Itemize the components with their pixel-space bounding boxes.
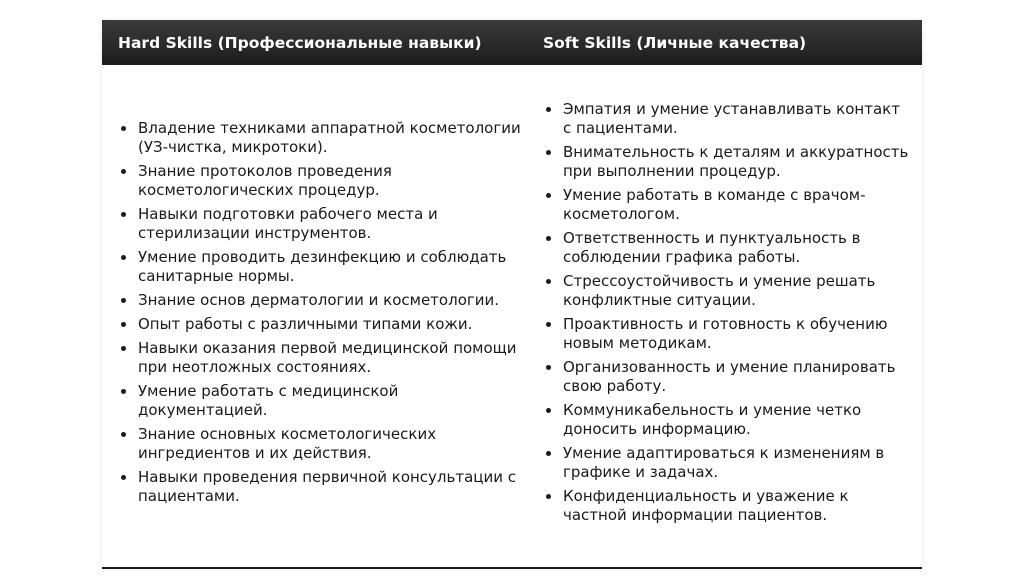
hard-skills-list (118, 119, 527, 506)
list-item: Опыт работы с различными типами кожи. (118, 315, 527, 334)
list-item: Умение работать в команде с врачом-косметологом. (543, 186, 912, 224)
list-item: Навыки подготовки рабочего места и стерилизации инструментов. (118, 205, 527, 243)
list-item: Эмпатия и умение устанавливать контакт с пациентами. (543, 100, 912, 138)
list-item: Стрессоустойчивость и умение решать конфликтные ситуации. (543, 272, 912, 310)
list-item: Организованность и умение планировать свою работу. (543, 358, 912, 396)
soft-skills-list (543, 100, 912, 525)
list-item: Умение адаптироваться к изменениям в графике и задачах. (543, 444, 912, 482)
list-item: Внимательность к деталям и аккуратность при выполнении процедур. (543, 143, 912, 181)
list-item: Коммуникабельность и умение четко доносить информацию. (543, 401, 912, 439)
hard-skills-header: Hard Skills (Профессиональные навыки) (118, 33, 482, 52)
hard-skills-column (102, 119, 527, 511)
soft-skills-header: Soft Skills (Личные качества) (543, 33, 807, 52)
skills-table (102, 20, 922, 569)
list-item: Умение проводить дезинфекцию и соблюдать санитарные нормы. (118, 248, 527, 286)
list-item: Знание протоколов проведения косметологических процедур. (118, 162, 527, 200)
list-item: Знание основ дерматологии и косметологии. (118, 291, 527, 310)
list-item: Ответственность и пунктуальность в соблюдении графика работы. (543, 229, 912, 267)
table-header (102, 20, 922, 65)
table-body (102, 65, 922, 565)
list-item: Навыки проведения первичной консультации с пациентами. (118, 468, 527, 506)
list-item: Умение работать с медицинской документацией. (118, 382, 527, 420)
list-item: Навыки оказания первой медицинской помощи при неотложных состояниях. (118, 339, 527, 377)
list-item: Конфиденциальность и уважение к частной информации пациентов. (543, 487, 912, 525)
list-item: Знание основных косметологических ингредиентов и их действия. (118, 425, 527, 463)
list-item: Проактивность и готовность к обучению новым методикам. (543, 315, 912, 353)
list-item: Владение техниками аппаратной косметологии (УЗ-чистка, микротоки). (118, 119, 527, 157)
soft-skills-column (527, 100, 922, 530)
